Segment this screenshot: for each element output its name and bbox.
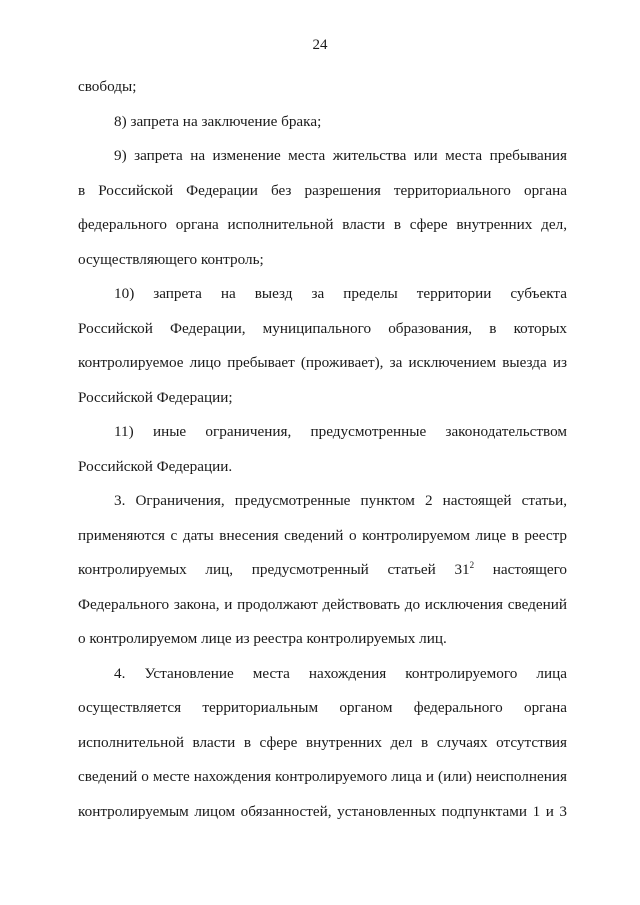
text-line: контролируемым лицом обязанностей, установленных подпунктами 1 и 3	[78, 802, 567, 820]
text-line: осуществляющего контроль;	[78, 250, 264, 268]
text-line: 3. Ограничения, предусмотренные пунктом 2 настоящей статьи,	[114, 492, 567, 509]
text-line: федерального органа исполнительной власти в сфере внутренних дел,	[78, 216, 567, 233]
text-line: в Российской Федерации без разрешения территориального органа	[78, 181, 567, 199]
text-line: исполнительной власти в сфере внутренних дел в случаях отсутствия	[78, 733, 567, 751]
page-number: 24	[312, 37, 328, 53]
text-line: о контролируемом лице из реестра контролируемых лиц.	[78, 630, 447, 647]
text-line: свободы;	[78, 78, 137, 95]
text-line: применяются с даты внесения сведений о контролируемом лице в реестр	[78, 526, 567, 544]
text-line-part: настоящего	[492, 561, 568, 578]
text-line-part: контролируемых лиц, предусмотренный статьей 31	[78, 561, 470, 578]
text-line: Российской Федерации;	[78, 388, 233, 406]
text-line: Федерального закона, и продолжают действовать до исключения сведений	[78, 595, 567, 613]
text-line: 4. Установление места нахождения контролируемого лица	[114, 664, 567, 682]
text-line: 10) запрета на выезд за пределы территории субъекта	[114, 285, 567, 302]
text-line: сведений о месте нахождения контролируемого лица и (или) неисполнения	[78, 768, 567, 785]
text-line-with-superscript	[78, 553, 567, 588]
text-line: контролируемое лицо пребывает (проживает), за исключением выезда из	[78, 354, 567, 371]
document-body	[78, 70, 567, 829]
text-line: осуществляется территориальным органом федерального органа	[78, 699, 567, 716]
text-line: 11) иные ограничения, предусмотренные законодательством	[114, 423, 567, 440]
superscript: 2	[469, 560, 475, 570]
text-line: Российской Федерации.	[78, 457, 233, 475]
text-line: Российской Федерации, муниципального образования, в которых	[78, 319, 567, 337]
text-line: 9) запрета на изменение места жительства или места пребывания	[114, 147, 567, 164]
text-line: 8) запрета на заключение брака;	[114, 112, 322, 130]
